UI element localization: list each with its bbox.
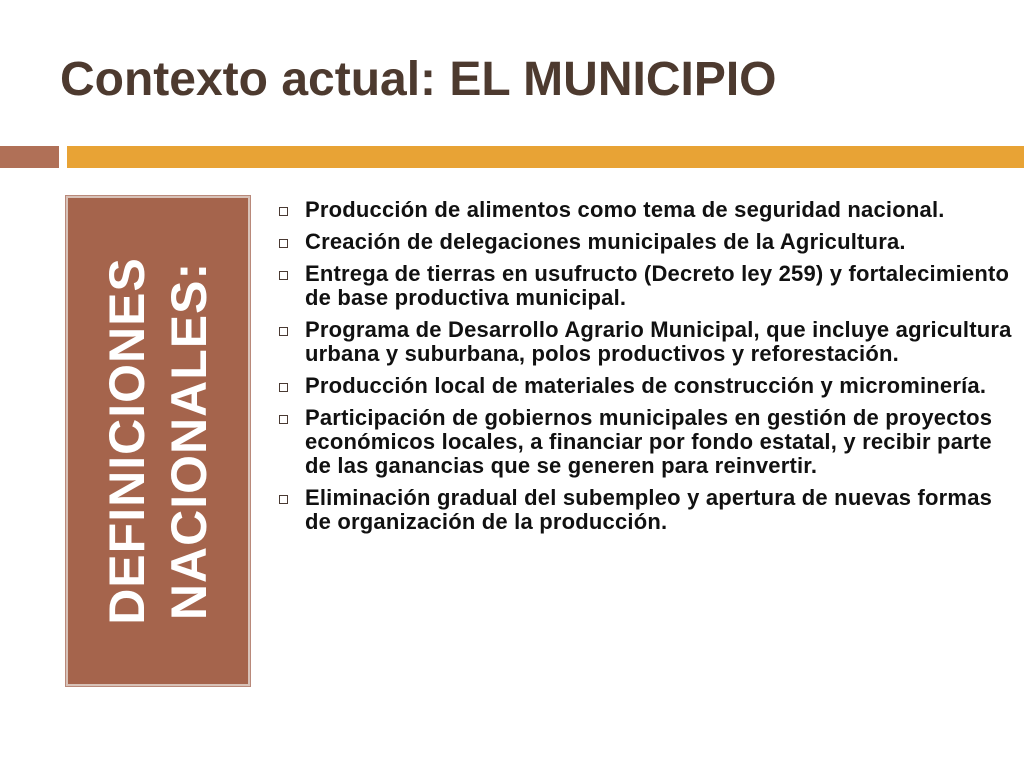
sidebar-heading-line1: DEFINICIONES xyxy=(99,257,155,625)
bullet-text: Producción local de materiales de construcción y microminería. xyxy=(305,373,987,398)
hollow-square-icon xyxy=(279,495,288,504)
bullet-text: Programa de Desarrollo Agrario Municipal, que incluye agricultura urbana y suburbana, polos productivos y reforestación. xyxy=(305,317,1012,366)
hollow-square-icon xyxy=(279,207,288,216)
bullet-item xyxy=(272,486,1017,534)
hollow-square-icon xyxy=(279,271,288,280)
title-rule-left xyxy=(0,146,59,168)
bullet-item xyxy=(272,262,1017,310)
bullet-list xyxy=(272,198,1017,542)
bullet-text: Eliminación gradual del subempleo y apertura de nuevas formas de organización de la producción. xyxy=(305,485,993,534)
hollow-square-icon xyxy=(279,383,288,392)
bullet-item xyxy=(272,198,1017,222)
hollow-square-icon xyxy=(279,415,288,424)
sidebar-box xyxy=(66,196,250,686)
title-rule-right xyxy=(67,146,1024,168)
sidebar-heading-line2: NACIONALES: xyxy=(161,261,217,621)
bullet-item xyxy=(272,230,1017,254)
bullet-text: Creación de delegaciones municipales de la Agricultura. xyxy=(305,229,906,254)
sidebar-heading xyxy=(96,221,220,661)
bullet-text: Participación de gobiernos municipales en gestión de proyectos económicos locales, a financiar por fondo estatal, y recibir parte de las ganancias que se generen para reinvertir. xyxy=(305,405,993,478)
slide-title: Contexto actual: EL MUNICIPIO xyxy=(60,53,777,106)
bullet-text: Entrega de tierras en usufructo (Decreto ley 259) y fortalecimiento de base productiva municipal. xyxy=(305,261,1010,310)
bullet-item xyxy=(272,406,1017,478)
bullet-text: Producción de alimentos como tema de seguridad nacional. xyxy=(305,197,945,222)
bullet-item xyxy=(272,318,1017,366)
hollow-square-icon xyxy=(279,327,288,336)
bullet-item xyxy=(272,374,1017,398)
hollow-square-icon xyxy=(279,239,288,248)
